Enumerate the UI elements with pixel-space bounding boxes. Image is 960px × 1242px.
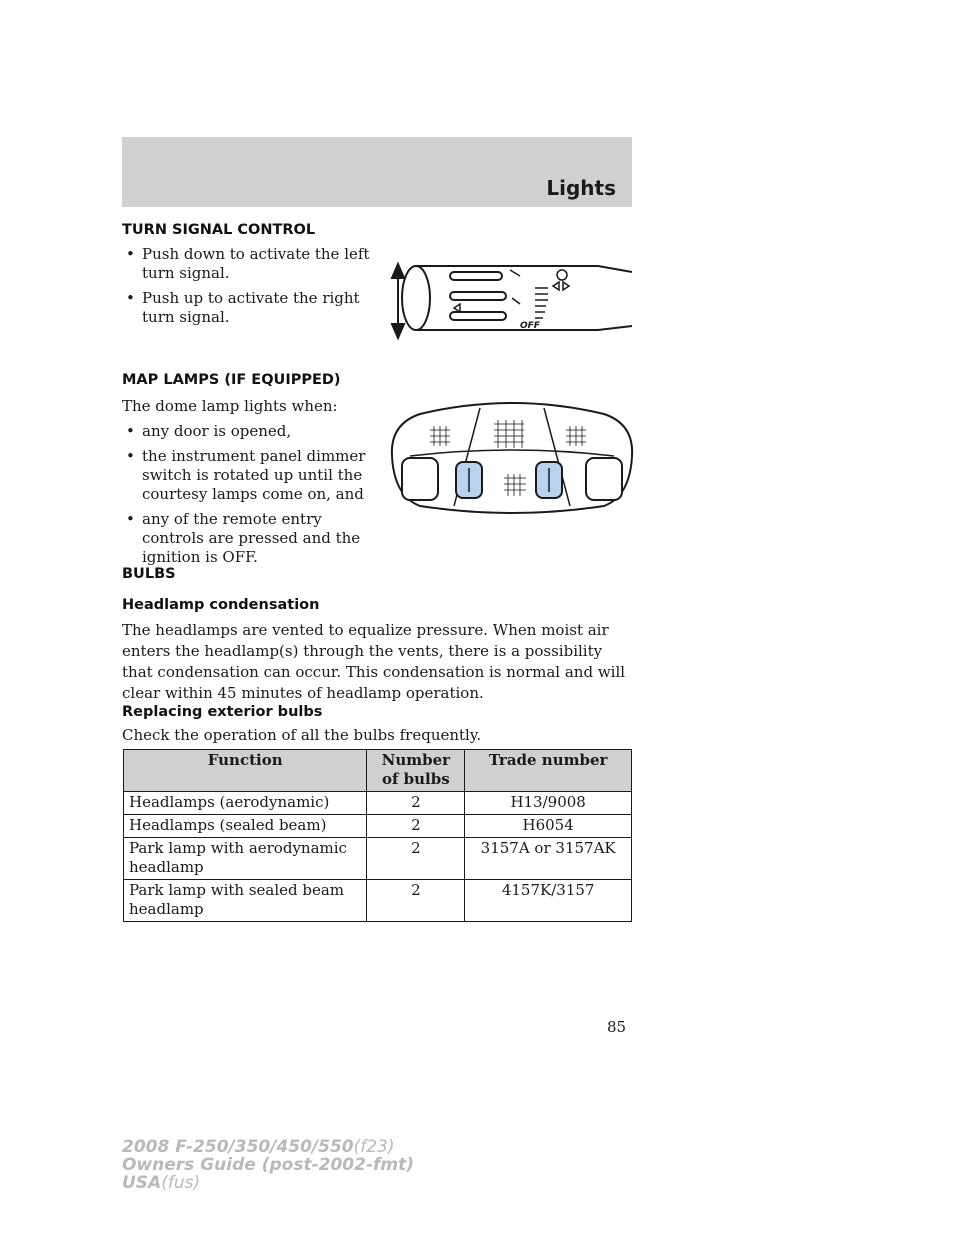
table-row [124,880,632,922]
turn-signal-heading: TURN SIGNAL CONTROL [122,222,316,238]
bullet-icon: • [126,422,135,440]
bulbs-heading: BULBS [122,566,176,582]
map-lamps-intro: The dome lamp lights when: [122,397,338,415]
table-cell: Park lamp with aerodynamic headlamp [124,838,367,880]
headlamp-condensation-text: The headlamps are vented to equalize pressure. When moist air enters the headlamp(s) through the vents, there is a possibility that condensation can occur. This condensation is normal and will clear within 45 minutes of headlamp operation. [122,621,626,702]
replacing-bulbs-text: Check the operation of all the bulbs frequently. [122,726,482,744]
table-row [124,838,632,880]
column-header: Number of bulbs [367,750,465,792]
table-cell: 2 [367,880,465,922]
list-item: • the instrument panel dimmer switch is rotated up until the courtesy lamps come on, and [126,447,366,503]
footer-line-region: USA(fus) [122,1173,201,1193]
turn-signal-lever-illustration [388,258,634,344]
section-header-band [122,137,632,207]
table-cell: 2 [367,792,465,815]
bullet-icon: • [126,289,135,307]
list-item: • Push down to activate the left turn signal. [126,245,370,282]
table-cell: H13/9008 [465,792,632,815]
list-item: • Push up to activate the right turn signal. [126,289,360,326]
table-cell: Headlamps (aerodynamic) [124,792,367,815]
bullet-icon: • [126,510,135,528]
section-title: Lights [546,176,616,200]
footer-line-model: 2008 F-250/350/450/550(f23) [122,1137,395,1157]
table-cell: Headlamps (sealed beam) [124,815,367,838]
list-item: • any of the remote entry controls are pressed and the ignition is OFF. [126,510,361,566]
map-lamps-heading: MAP LAMPS (IF EQUIPPED) [122,372,341,388]
table-cell: H6054 [465,815,632,838]
table-cell: 3157A or 3157AK [465,838,632,880]
off-label: OFF [520,321,540,331]
bullet-icon: • [126,245,135,263]
document-footer [122,1138,414,1192]
table-cell: 2 [367,815,465,838]
bullet-icon: • [126,447,135,465]
table-cell: 2 [367,838,465,880]
map-lamps-illustration [390,398,634,518]
page-number: 85 [607,1018,627,1036]
table-cell: Park lamp with sealed beam headlamp [124,880,367,922]
table-row [124,815,632,838]
table-cell: 4157K/3157 [465,880,632,922]
list-item: • any door is opened, [126,422,292,440]
map-lamps-list [122,422,384,573]
column-header: Function [124,750,367,792]
footer-line-guide: Owners Guide (post-2002-fmt) [122,1155,415,1175]
table-row [124,792,632,815]
table-header-row [124,750,632,792]
headlamp-condensation-heading: Headlamp condensation [122,597,320,613]
turn-signal-list [122,245,384,333]
bulb-table [123,749,632,922]
column-header: Trade number [465,750,632,792]
replacing-bulbs-heading: Replacing exterior bulbs [122,704,323,720]
